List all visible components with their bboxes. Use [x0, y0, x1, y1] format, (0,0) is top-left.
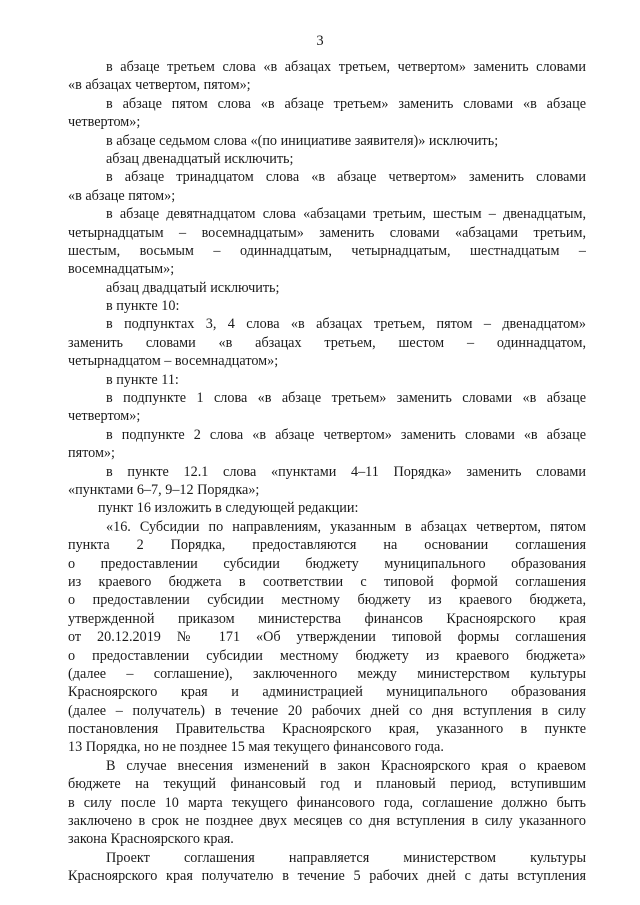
text-line: в пункте 10:	[106, 298, 180, 315]
text-line: в подпункте 1 слова «в абзаце третьем» заменить словами «в абзаце	[106, 390, 586, 407]
text-line: из краевого бюджета в соответствии с типовой формой соглашения	[68, 573, 586, 590]
text-line: пятом»;	[68, 445, 115, 462]
text-line: восемнадцатым»;	[68, 261, 175, 278]
text-line: в пункте 11:	[106, 371, 179, 388]
text-line: Красноярского края получателю в течение 5 рабочих дней с даты вступления	[68, 868, 586, 885]
text-line: утвержденной приказом министерства финансов Красноярского края	[68, 610, 586, 627]
text-line: в абзаце пятом слова «в абзаце третьем» заменить словами «в абзаце	[106, 95, 586, 112]
text-line: «16. Субсидии по направлениям, указанным в абзацах четвертом, пятом	[106, 518, 586, 535]
text-line: о предоставлении субсидии местному бюджету из краевого бюджета»	[68, 647, 586, 664]
text-line: заменить словами «в абзацах третьем, шестом – одиннадцатом,	[68, 334, 586, 351]
text-line: абзац двенадцатый исключить;	[106, 150, 294, 167]
text-line: постановления Правительства Красноярского края, указанного в пункте	[68, 721, 586, 738]
text-line: четвертом»;	[68, 114, 141, 131]
text-line: пункт 16 изложить в следующей редакции:	[98, 500, 359, 517]
text-line: 13 Порядка, но не позднее 15 мая текущего финансового года.	[68, 739, 444, 756]
text-line: четырнадцатым – восемнадцатым» заменить словами «абзацами третьим,	[68, 224, 586, 241]
text-line: Красноярского края и администрацией муниципального образования	[68, 684, 586, 701]
text-line: в пункте 12.1 слова «пунктами 4–11 Порядка» заменить словами	[106, 463, 586, 480]
text-line: Проект соглашения направляется министерством культуры	[106, 849, 586, 866]
text-line: заключено в срок не позднее двух месяцев со дня вступления в силу указанного	[68, 813, 586, 830]
text-line: «в абзаце пятом»;	[68, 187, 176, 204]
text-line: в абзаце третьем слова «в абзацах третьем, четвертом» заменить словами	[106, 59, 586, 75]
body-text	[68, 58, 586, 886]
text-line: от 20.12.2019 № 171 «Об утверждении типовой формы соглашения	[68, 629, 586, 646]
text-line: шестым, восьмым – одиннадцатым, четырнадцатым, шестнадцатым –	[68, 242, 586, 259]
page-number: 3	[316, 33, 324, 49]
text-line: «пунктами 6–7, 9–12 Порядка»;	[68, 481, 260, 498]
text-line: закона Красноярского края.	[68, 831, 234, 848]
text-line: в подпунктах 3, 4 слова «в абзацах третьем, пятом – двенадцатом»	[106, 316, 586, 333]
text-line: В случае внесения изменений в закон Красноярского края о краевом	[106, 757, 586, 774]
text-line: пункта 2 Порядка, предоставляются на основании соглашения	[68, 537, 586, 554]
text-line: в абзаце девятнадцатом слова «абзацами третьим, шестым – двенадцатым,	[106, 206, 586, 223]
text-line: о предоставлении субсидии бюджету муниципального образования	[68, 555, 586, 572]
text-line: четырнадцатом – восемнадцатом»;	[68, 353, 279, 370]
text-line: в абзаце седьмом слова «(по инициативе заявителя)» исключить;	[106, 132, 499, 149]
text-line: в силу после 10 марта текущего финансового года, соглашение должно быть	[68, 794, 586, 811]
text-line: четвертом»;	[68, 408, 141, 425]
text-line: (далее – соглашение), заключенного между министерством культуры	[68, 665, 586, 682]
text-line: в подпункте 2 слова «в абзаце четвертом» заменить словами «в абзаце	[106, 426, 586, 443]
text-line: абзац двадцатый исключить;	[106, 279, 280, 296]
text-line: бюджете на текущий финансовый год и плановый период, вступившим	[68, 776, 586, 793]
text-line: в абзаце тринадцатом слова «в абзаце четвертом» заменить словами	[106, 169, 586, 186]
text-line: (далее – получатель) в течение 20 рабочих дней со дня вступления в силу	[68, 702, 586, 719]
text-line: «в абзацах четвертом, пятом»;	[68, 77, 251, 94]
text-line: о предоставлении субсидии местному бюджету из краевого бюджета,	[68, 592, 586, 609]
